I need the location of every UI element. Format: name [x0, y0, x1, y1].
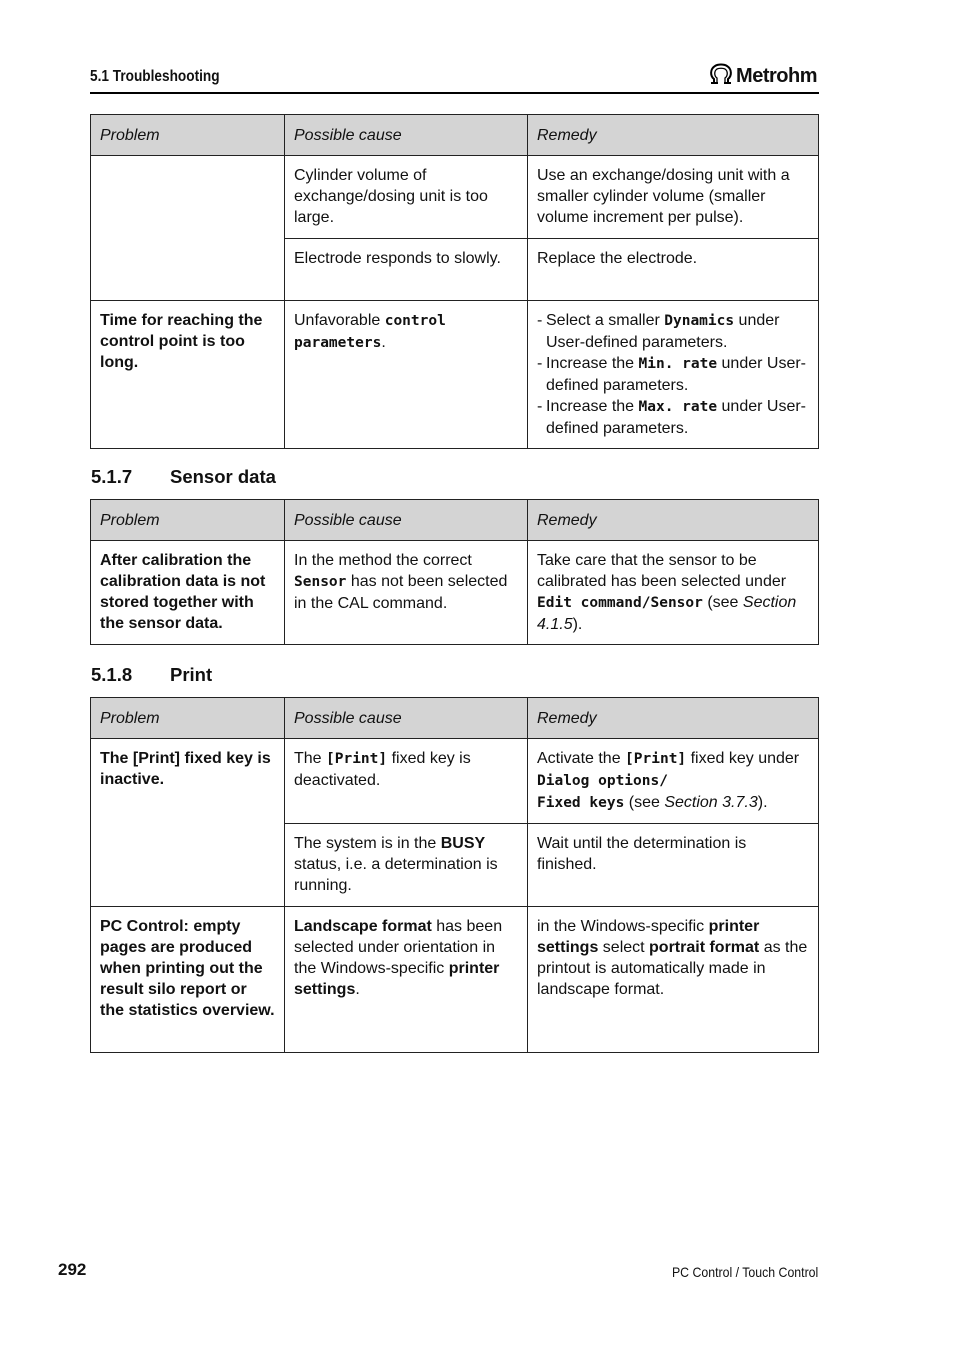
setting-name: Landscape format: [294, 918, 432, 935]
remedy-list: [537, 310, 809, 439]
metrohm-omega-icon: [709, 63, 733, 90]
setting-name: printer settings: [294, 960, 500, 998]
remedy-text: fixed key under: [686, 750, 800, 767]
cause-text: The system is in the: [294, 835, 441, 852]
section-heading-sensor: [91, 466, 276, 488]
remedy-cell: [528, 541, 819, 645]
table-header-row: [91, 500, 819, 541]
col-header-remedy: Remedy: [528, 698, 819, 739]
table-header-row: [91, 115, 819, 156]
page-number: 292: [58, 1260, 87, 1279]
table-row: [91, 907, 819, 1053]
cause-cell: Electrode responds to slowly.: [285, 239, 528, 301]
document-title: PC Control / Touch Control: [671, 1264, 818, 1280]
remedy-cell: [528, 739, 819, 824]
parameter-name: Dynamics: [664, 313, 735, 329]
problem-cell: The [Print] fixed key is inactive.: [91, 739, 285, 907]
setting-name: portrait format: [649, 939, 760, 956]
remedy-text: in the Windows-specific: [537, 918, 709, 935]
brand-logo: [709, 63, 817, 90]
section-number: 5.1.7: [91, 466, 133, 487]
remedy-text: ).: [572, 616, 583, 633]
col-header-problem: Problem: [91, 115, 285, 156]
remedy-cell: Replace the electrode.: [528, 239, 819, 301]
remedy-text: Activate the: [537, 750, 626, 767]
running-section-title: 5.1 Troubleshooting: [90, 68, 220, 85]
cause-cell: [285, 907, 528, 1053]
command-path: Edit command/Sensor: [537, 595, 703, 611]
cause-text: Unfavorable: [294, 312, 385, 329]
remedy-cell: Use an exchange/dosing unit with a smaller cylinder volume (smaller volume increment per pulse).: [528, 156, 819, 239]
col-header-cause: Possible cause: [285, 500, 528, 541]
parameter-name: Min. rate: [638, 356, 718, 372]
col-header-cause: Possible cause: [285, 115, 528, 156]
table-row: [91, 541, 819, 645]
table-row: [91, 239, 819, 301]
cause-text: fixed key is deactivated.: [294, 750, 471, 789]
section-reference: Section 3.7.3: [664, 794, 758, 811]
remedy-text: Increase the: [546, 398, 639, 415]
remedy-cell: [528, 907, 819, 1053]
section-number: 5.1.8: [91, 664, 133, 685]
remedy-text: under User-defined parameters.: [546, 398, 806, 437]
problem-cell-empty: [91, 156, 285, 239]
col-header-remedy: Remedy: [528, 115, 819, 156]
problem-cell: After calibration the calibration data is not stored together with the sensor data.: [91, 541, 285, 645]
remedy-text: under User-defined parameters.: [546, 312, 780, 351]
cause-text: .: [381, 334, 386, 351]
cause-cell: [285, 824, 528, 907]
remedy-text: (see: [702, 594, 743, 611]
list-item: [537, 310, 809, 353]
remedy-text: ).: [757, 794, 768, 811]
remedy-text: Take care that the sensor to be calibrated has been selected under: [537, 552, 787, 590]
col-header-cause: Possible cause: [285, 698, 528, 739]
section-reference: Section 4.1.5: [537, 594, 797, 633]
remedy-text: (see: [624, 794, 665, 811]
remedy-text: Increase the: [546, 355, 639, 372]
cause-cell: [285, 739, 528, 824]
remedy-text: as the printout is automatically made in landscape format.: [537, 939, 808, 998]
col-header-problem: Problem: [91, 698, 285, 739]
list-item: [537, 353, 809, 396]
section-title: Print: [170, 664, 213, 685]
col-header-remedy: Remedy: [528, 500, 819, 541]
cause-cell: [285, 541, 528, 645]
section-title: Sensor data: [170, 466, 276, 487]
cause-text: status, i.e. a determination is running.: [294, 856, 498, 894]
section-heading-print: [91, 664, 212, 686]
brand-name: Metrohm: [736, 65, 817, 87]
parameter-name: Max. rate: [638, 399, 718, 415]
problem-cell: Time for reaching the control point is too long.: [91, 301, 285, 449]
troubleshooting-table-print: [90, 697, 819, 1053]
cause-cell: Cylinder volume of exchange/dosing unit is too large.: [285, 156, 528, 239]
remedy-cell: [528, 301, 819, 449]
problem-cell-empty: [91, 239, 285, 301]
cause-cell: [285, 301, 528, 449]
troubleshooting-table-control: [90, 114, 819, 449]
col-header-problem: Problem: [91, 500, 285, 541]
command-path: Fixed keys: [537, 795, 625, 811]
parameter-name: Sensor: [294, 574, 347, 590]
parameter-name: control parameters: [294, 313, 446, 351]
cause-text: In the method the correct: [294, 552, 472, 569]
key-name: [Print]: [326, 751, 388, 767]
remedy-text: under User-defined parameters.: [546, 355, 806, 394]
command-path: Dialog options/: [537, 773, 668, 789]
key-name: [Print]: [625, 751, 687, 767]
status-name: BUSY: [440, 835, 486, 852]
cause-text: .: [355, 981, 360, 998]
cause-text: has been selected under orientation in the Windows-specific: [294, 918, 503, 977]
cause-text: has not been selected in the CAL command.: [294, 573, 508, 612]
table-header-row: [91, 698, 819, 739]
page-header: [90, 62, 819, 94]
remedy-cell: Wait until the determination is finished.: [528, 824, 819, 907]
table-row: [91, 156, 819, 239]
cause-text: The: [294, 750, 327, 767]
problem-cell: PC Control: empty pages are produced when printing out the result silo report or the statistics overview.: [91, 907, 285, 1053]
table-row: [91, 301, 819, 449]
table-row: [91, 739, 819, 824]
setting-name: printer settings: [537, 918, 760, 956]
remedy-text: select: [598, 939, 650, 956]
list-item: [537, 396, 809, 439]
troubleshooting-table-sensor: [90, 499, 819, 645]
remedy-text: Select a smaller: [546, 312, 665, 329]
